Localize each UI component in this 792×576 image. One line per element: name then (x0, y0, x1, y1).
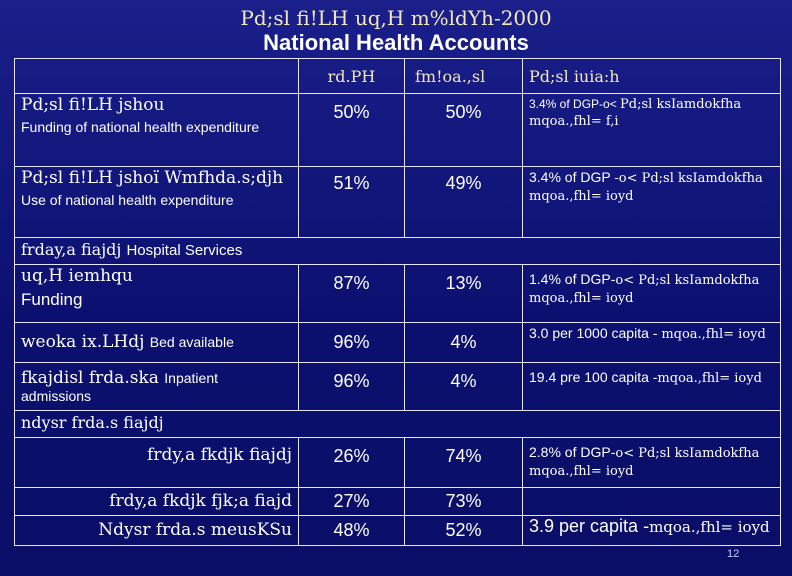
pct-cell: 87% (299, 265, 405, 323)
row-label-cell (15, 438, 299, 488)
note-part-b: mqoa.,fhl= ioyd (649, 518, 770, 536)
row-label-cell (15, 323, 299, 363)
row-label: frdy,a fkdjk fjk;a fiajd (109, 491, 292, 511)
header-col3: Pd;sl iuia:h (523, 59, 781, 94)
row-label: frdy,a fkdjk fiajdj (147, 445, 292, 465)
note-part-a: 19.4 pre 100 capita - (529, 369, 658, 385)
pct-cell: 73% (405, 488, 523, 516)
page-number: 12 (727, 548, 740, 560)
note-part-b: Pd;sl ksIamdokfha mqoa.,fhl= f,i (529, 97, 742, 129)
table-row (15, 488, 781, 516)
pct-cell: 50% (405, 94, 523, 167)
pct-cell: 49% (405, 167, 523, 238)
title-sinhala: Pd;sl fi!LH uq,H m%ldYh-2000 (240, 6, 552, 30)
table-row (15, 323, 781, 363)
section-label-cell (15, 238, 781, 265)
note-part-a: 3.0 per 1000 capita - (529, 325, 662, 341)
table-row (15, 363, 781, 411)
note-part-a: 1.4% of DGP- (529, 271, 616, 287)
row-label: weoka ix.LHdj (21, 332, 145, 352)
note-cell (523, 488, 781, 516)
pct-cell: 50% (299, 94, 405, 167)
note-cell (523, 167, 781, 238)
section-label: ndysr frda.s fiajdj (21, 413, 164, 432)
pct-cell: 52% (405, 516, 523, 546)
pct-cell: 96% (299, 363, 405, 411)
section-label-en: Hospital Services (126, 242, 243, 259)
header-row (15, 59, 781, 94)
row-sublabel: Use of national health expenditure (21, 192, 234, 208)
pct-cell: 4% (405, 363, 523, 411)
table-row (15, 516, 781, 546)
table-row (15, 438, 781, 488)
row-label-cell (15, 167, 299, 238)
row-label-cell (15, 265, 299, 323)
note-part-b: o< Pd;sl ksIamdokfha mqoa.,fhl= ioyd (529, 446, 760, 479)
row-sublabel: Funding of national health expenditure (21, 119, 260, 135)
note-cell (523, 265, 781, 323)
row-label: Pd;sl fi!LH jshoï Wmfhda.s;djh (21, 168, 284, 188)
pct-cell: 74% (405, 438, 523, 488)
pct-cell: 51% (299, 167, 405, 238)
health-accounts-table (14, 58, 781, 546)
note-part-a: 3.4% of DGP (529, 169, 615, 185)
note-cell (523, 516, 781, 546)
table-row (15, 94, 781, 167)
table-row (15, 265, 781, 323)
note-part-a: 3.9 per capita - (529, 516, 650, 536)
row-label-cell (15, 94, 299, 167)
note-cell (523, 363, 781, 411)
header-empty (15, 59, 299, 94)
row-label-cell (15, 488, 299, 516)
row-label: Ndysr frda.s meusKSu (98, 520, 292, 540)
note-cell (523, 323, 781, 363)
header-col1: rd.PH (299, 59, 405, 94)
section-label-cell (15, 411, 781, 438)
pct-cell: 13% (405, 265, 523, 323)
note-part-b: mqoa.,fhl= ioyd (661, 327, 766, 342)
section-label: frday,a fiajdj (21, 240, 122, 259)
row-label-cell (15, 516, 299, 546)
note-part-b: o< Pd;sl ksIamdokfha mqoa.,fhl= ioyd (529, 273, 760, 306)
row-label-cell (15, 363, 299, 411)
note-part-a: 3.4% of DGP-o< (529, 97, 621, 111)
section-row (15, 411, 781, 438)
row-sublabel: admissions (21, 388, 92, 404)
row-sublabel: Funding (21, 290, 83, 309)
pct-cell: 26% (299, 438, 405, 488)
pct-cell: 4% (405, 323, 523, 363)
row-label-en: Bed available (149, 334, 234, 350)
title-english: National Health Accounts (263, 30, 529, 55)
note-cell (523, 94, 781, 167)
header-col2: fm!oa.,sl (405, 59, 523, 94)
row-label: uq,H iemhqu (21, 266, 133, 286)
note-cell (523, 438, 781, 488)
row-label: Pd;sl fi!LH jshou (21, 95, 165, 115)
pct-cell: 96% (299, 323, 405, 363)
note-part-b: mqoa.,fhl= ioyd (657, 371, 762, 386)
row-label-en: Inpatient (164, 370, 219, 386)
note-part-b: -o< Pd;sl ksIamdokfha mqoa.,fhl= ioyd (529, 171, 763, 204)
table-row (15, 167, 781, 238)
pct-cell: 48% (299, 516, 405, 546)
pct-cell: 27% (299, 488, 405, 516)
row-label: fkajdisl frda.ska (21, 368, 159, 388)
note-part-a: 2.8% of DGP- (529, 444, 616, 460)
section-row (15, 238, 781, 265)
